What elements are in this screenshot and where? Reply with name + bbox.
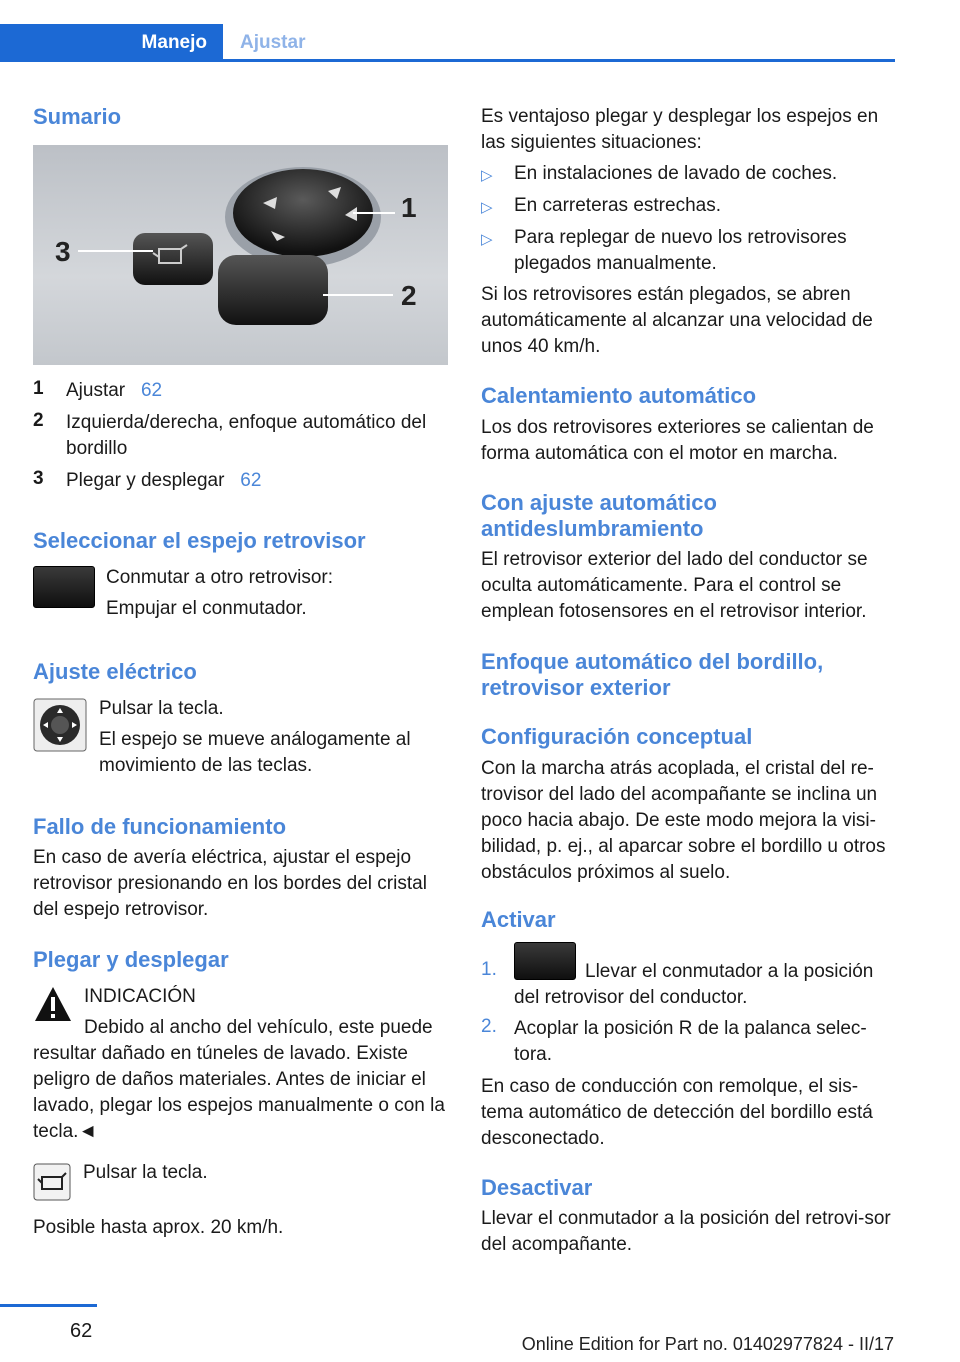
list-item: En instalaciones de lavado de coches.	[514, 163, 838, 184]
select-text-2: Empujar el conmutador.	[106, 598, 307, 619]
legend-number: 2	[33, 410, 44, 431]
bullet-triangle-icon: ▷	[481, 199, 493, 216]
fallo-text: En caso de avería eléctrica, ajustar el espejo retrovisor presionando en los bordes del cristal del espejo retrovisor.	[33, 847, 427, 920]
heading-plegar: Plegar y desplegar	[33, 947, 229, 972]
heading-enfoque-bordillo: Enfoque automático del bordillo, retrovisor exterior	[481, 649, 824, 700]
heading-fallo: Fallo de funcionamiento	[33, 814, 287, 839]
ajuste-text-1: Pulsar la tecla.	[99, 698, 224, 719]
photo-callout-1: 1	[401, 192, 417, 223]
photo-callout-2: 2	[401, 280, 417, 311]
heading-calentamiento: Calentamiento automático	[481, 383, 757, 408]
chapter-tabs	[0, 24, 895, 62]
legend-text: Plegar y desplegar 62	[66, 470, 262, 491]
heading-sumario: Sumario	[33, 104, 122, 129]
posible-text: Posible hasta aprox. 20 km/h.	[33, 1217, 284, 1238]
tab-manejo[interactable]: Manejo	[0, 24, 223, 62]
intro-text: Es ventajoso plegar y desplegar los espejos en las siguientes situaciones:	[481, 106, 879, 153]
step-text: Llevar el conmutador a la posición del retrovisor del conductor.	[514, 961, 874, 1008]
step-number: 1.	[481, 959, 497, 980]
legend-text: Izquierda/derecha, enfoque automático del bordillo	[66, 412, 427, 459]
configuracion-text: Con la marcha atrás acoplada, el cristal del re-trovisor del lado del acompañante se inclina un poco hacia abajo. De este modo mejora la visi-bilidad, p. ej., al aparcar sobre el bordillo u otros obstáculos próximos al suelo.	[481, 758, 886, 883]
step-number: 2.	[481, 1016, 497, 1037]
mirror-fold-button-icon	[33, 1163, 71, 1201]
step-text: Acoplar la posición R de la palanca selec-tora.	[514, 1018, 867, 1065]
mirror-switch-illustration	[33, 145, 448, 365]
legend-number: 1	[33, 378, 44, 399]
list-item: Para replegar de nuevo los retrovisores plegados manualmente.	[514, 227, 847, 274]
remolque-text: En caso de conducción con remolque, el sis-tema automático de detección del bordillo está desconectado.	[481, 1076, 873, 1149]
heading-configuracion: Configuración conceptual	[481, 724, 753, 749]
mirror-switch-photo	[33, 145, 448, 365]
select-text-1: Conmutar a otro retrovisor:	[106, 567, 334, 588]
page-number: 62	[70, 1320, 93, 1342]
heading-desactivar: Desactivar	[481, 1175, 593, 1200]
warning-text: Debido al ancho del vehículo, este puede resultar dañado en túneles de lavado. Existe peligro de daños materiales. Antes de iniciar el lavado, plegar los espejos manualmente o con la tecla.◄	[33, 1017, 445, 1142]
pulsar-tecla-text: Pulsar la tecla.	[83, 1162, 208, 1183]
antideslumbramiento-text: El retrovisor exterior del lado del conductor se oculta automáticamente. Para el control se emplean fotosensores en el retrovisor interior.	[481, 549, 868, 622]
edition-footer: Online Edition for Part no. 01402977824 - II/17	[521, 1334, 894, 1354]
heading-antideslumbramiento: Con ajuste automático antideslumbramiento	[481, 490, 717, 541]
desactivar-text: Llevar el conmutador a la posición del retrovi-sor del acompañante.	[481, 1208, 891, 1255]
page-ref-link[interactable]: 62	[240, 470, 262, 491]
legend-number: 3	[33, 468, 44, 489]
photo-callout-3: 3	[55, 236, 71, 267]
heading-seleccionar: Seleccionar el espejo retrovisor	[33, 528, 366, 553]
bullet-triangle-icon: ▷	[481, 231, 493, 248]
page-ref-link[interactable]: 62	[140, 380, 163, 401]
bullet-triangle-icon: ▷	[481, 167, 493, 184]
mirror-adjust-pad-icon	[33, 698, 87, 752]
heading-ajuste-electrico: Ajuste eléctrico	[33, 659, 197, 684]
list-item: En carreteras estrechas.	[514, 195, 721, 216]
footer-rule	[0, 1304, 97, 1307]
mirror-toggle-switch-icon	[33, 566, 95, 608]
heading-activar: Activar	[481, 907, 556, 932]
plegados-text: Si los retrovisores están plegados, se abren automáticamente al alcanzar una velocidad de unos 40 km/h.	[481, 284, 873, 357]
calentamiento-text: Los dos retrovisores exteriores se calientan de forma automática con el motor en marcha.	[481, 417, 874, 464]
indicacion-label: INDICACIÓN	[84, 986, 196, 1007]
ajuste-text-2: El espejo se mueve análogamente al movimiento de las teclas.	[99, 729, 411, 776]
legend-text: Ajustar 62	[66, 380, 163, 401]
tab-ajustar[interactable]: Ajustar	[240, 32, 306, 53]
